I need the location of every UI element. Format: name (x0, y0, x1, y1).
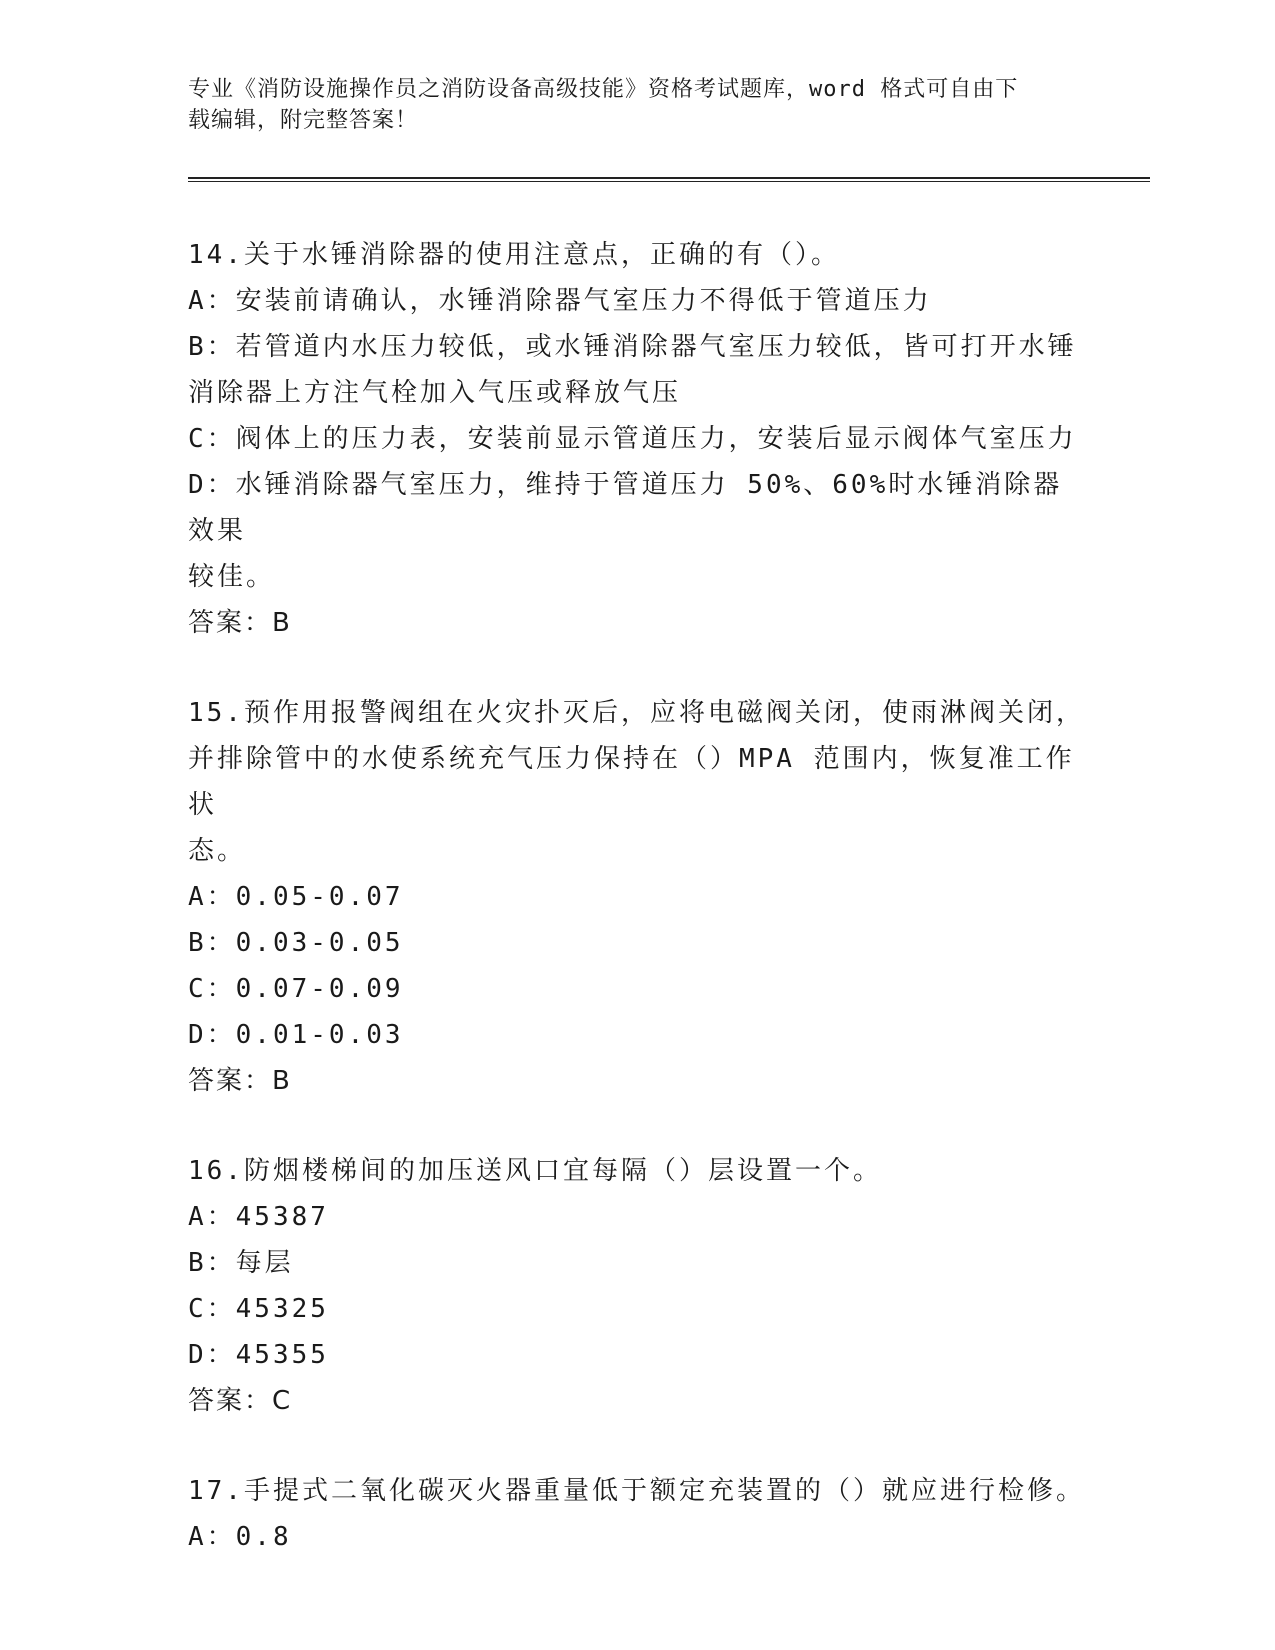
option-b: B：0.03-0.05 (188, 928, 404, 958)
option-d: D：水锤消除器气室压力，维持于管道压力 50%、60%时水锤消除器效果 (188, 470, 1063, 546)
question-stem: 14.关于水锤消除器的使用注意点，正确的有（）。 (188, 240, 840, 270)
option-a: A：0.05-0.07 (188, 882, 404, 912)
question-17 (188, 1468, 1088, 1560)
option-a: A：0.8 (188, 1522, 292, 1552)
option-b: B：若管道内水压力较低，或水锤消除器气室压力较低，皆可打开水锤 (188, 332, 1077, 362)
option-d: D：0.01-0.03 (188, 1020, 404, 1050)
question-16 (188, 1148, 1088, 1424)
question-stem-continued: 并排除管中的水使系统充气压力保持在（）MPA 范围内，恢复准工作状 (188, 744, 1075, 820)
option-a: A：45387 (188, 1202, 329, 1232)
option-d-continued: 较佳。 (188, 562, 276, 592)
document-header (188, 74, 1088, 136)
question-14 (188, 232, 1088, 646)
header-line-1: 专业《消防设施操作员之消防设备高级技能》资格考试题库，word 格式可自由下 (188, 77, 1019, 102)
answer-label: 答案：C (188, 1386, 293, 1416)
question-list (188, 232, 1088, 1604)
header-line-2: 载编辑，附完整答案！ (188, 108, 419, 133)
answer-label: 答案：B (188, 608, 292, 638)
question-15 (188, 690, 1088, 1104)
option-c: C：阀体上的压力表，安装前显示管道压力，安装后显示阀体气室压力 (188, 424, 1077, 454)
option-c: C：0.07-0.09 (188, 974, 404, 1004)
option-b: B：每层 (188, 1248, 294, 1278)
question-stem: 15.预作用报警阀组在火灾扑灭后，应将电磁阀关闭，使雨淋阀关闭， (188, 698, 1085, 728)
option-b-continued: 消除器上方注气栓加入气压或释放气压 (188, 378, 682, 408)
option-c: C：45325 (188, 1294, 329, 1324)
question-stem-continued: 态。 (188, 836, 247, 866)
answer-label: 答案：B (188, 1066, 292, 1096)
question-stem: 17.手提式二氧化碳灭火器重量低于额定充装置的（）就应进行检修。 (188, 1476, 1085, 1506)
option-a: A：安装前请确认，水锤消除器气室压力不得低于管道压力 (188, 286, 932, 316)
question-stem: 16.防烟楼梯间的加压送风口宜每隔（）层设置一个。 (188, 1156, 882, 1186)
header-divider (188, 177, 1150, 182)
option-d: D：45355 (188, 1340, 329, 1370)
